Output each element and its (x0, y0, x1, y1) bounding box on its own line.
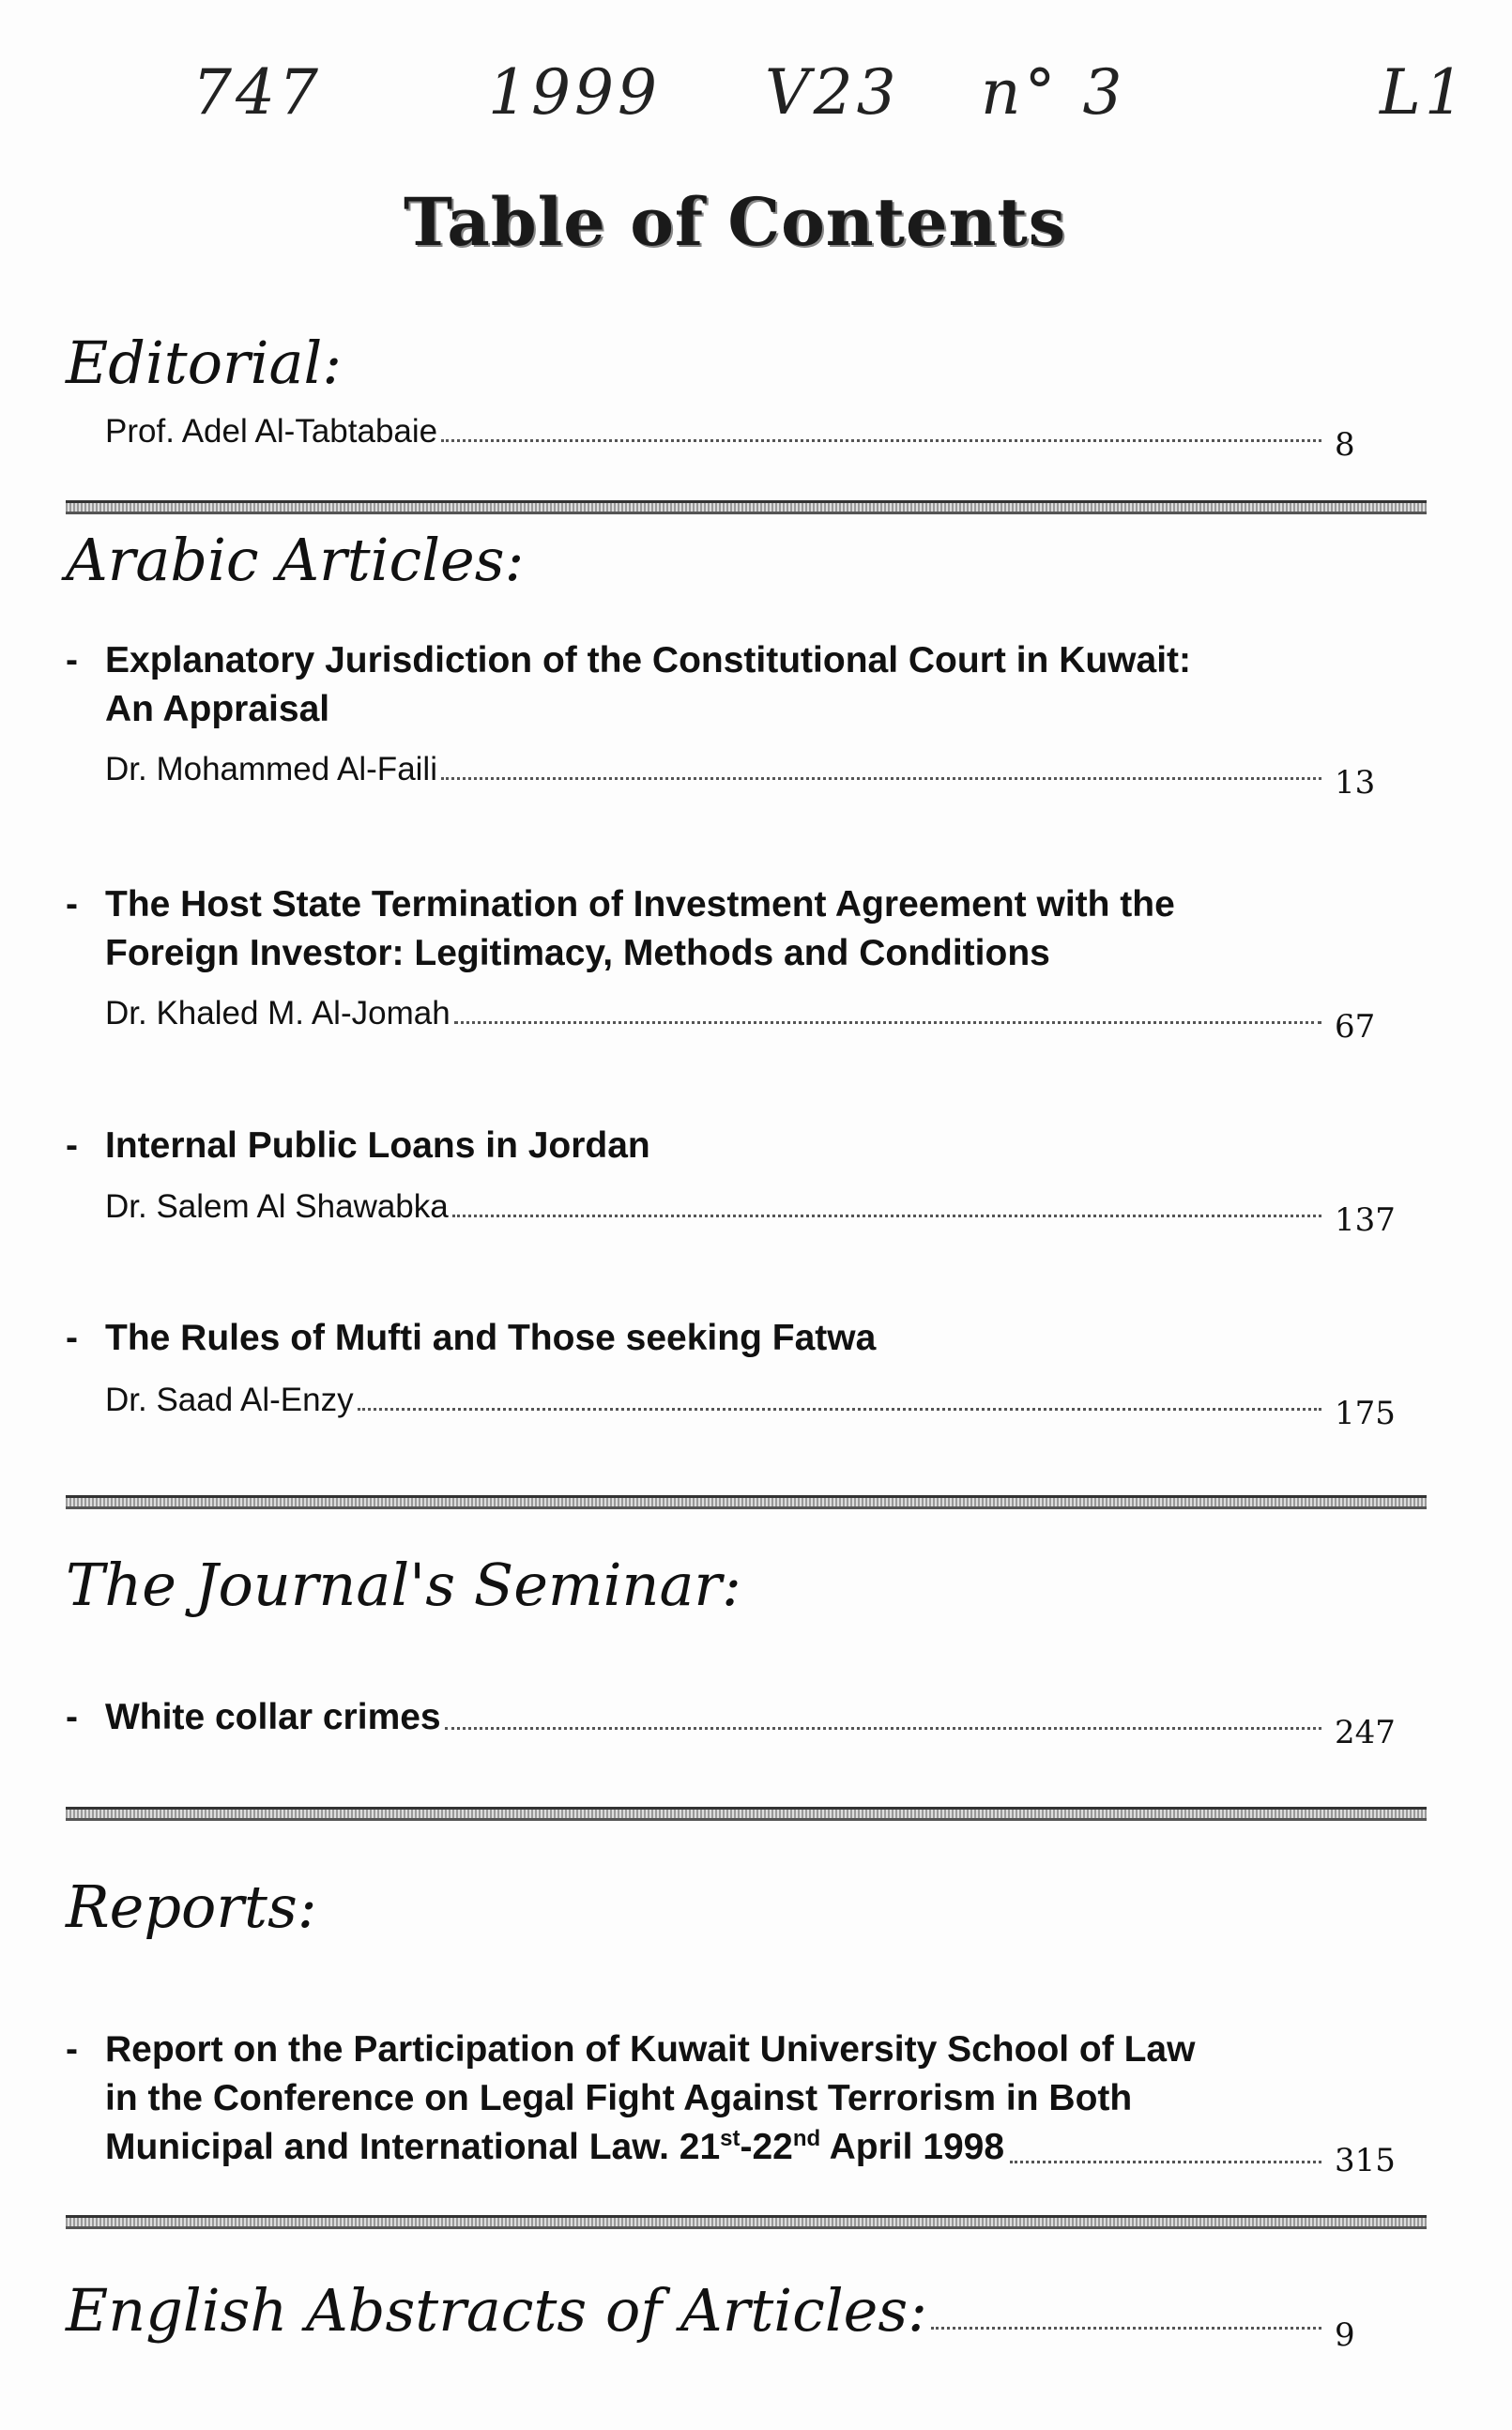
article-title[interactable] (66, 1314, 1361, 1363)
section-divider (66, 2215, 1427, 2229)
list-dash: - (66, 640, 78, 680)
report-text-part: April 1998 (820, 2127, 1005, 2167)
list-dash: - (66, 1318, 78, 1358)
entry-author: Prof. Adel Al-Tabtabaie (105, 413, 438, 450)
page-number: 175 (1335, 1395, 1396, 1432)
list-dash: - (66, 2029, 78, 2070)
page-title: Table of Contents (404, 183, 1067, 261)
article-title[interactable] (66, 880, 1361, 978)
toc-entry-editorial[interactable] (105, 413, 1419, 464)
page-number: 8 (1335, 426, 1355, 464)
dot-leader (931, 2327, 1321, 2330)
dot-leader (358, 1408, 1321, 1411)
article-title[interactable] (66, 1122, 1361, 1170)
page-number: 67 (1335, 1008, 1376, 1046)
toc-entry[interactable] (105, 995, 1419, 1046)
section-divider (66, 500, 1427, 514)
list-dash: - (66, 1697, 78, 1737)
ordinal-suffix: nd (792, 2126, 821, 2151)
report-text: Report on the Participation of Kuwait University School of Law (105, 2029, 1196, 2070)
page-number: 9 (1335, 2316, 1355, 2354)
page-number: 315 (1335, 2142, 1396, 2179)
page-number: 13 (1335, 764, 1376, 802)
entry-author: Dr. Salem Al Shawabka (105, 1188, 449, 1225)
toc-entry-report[interactable] (66, 2025, 1419, 2179)
page-number: 247 (1335, 1714, 1396, 1751)
section-heading-seminar: The Journal's Seminar: (66, 1551, 741, 1619)
article-title-line: Internal Public Loans in Jordan (105, 1125, 650, 1166)
report-title-line (66, 2123, 1419, 2179)
dot-leader (1010, 2161, 1321, 2163)
handwritten-note: n° 3 (981, 56, 1126, 129)
handwritten-note: 747 (192, 56, 322, 129)
dot-leader (441, 439, 1321, 442)
entry-author: Dr. Mohammed Al-Faili (105, 751, 437, 787)
section-divider (66, 1807, 1427, 1821)
dot-leader (445, 1727, 1321, 1730)
handwritten-note: L1 (1380, 56, 1468, 129)
dot-leader (452, 1215, 1321, 1217)
dot-leader (454, 1021, 1321, 1024)
section-heading-abstracts: English Abstracts of Articles: (66, 2276, 928, 2345)
entry-title (66, 1697, 441, 1738)
section-heading-reports: Reports: (66, 1872, 317, 1941)
page-number: 137 (1335, 1201, 1396, 1239)
toc-entry[interactable] (105, 1188, 1419, 1239)
article-title-line: Foreign Investor: Legitimacy, Methods and Conditions (105, 933, 1050, 973)
ordinal-suffix: st (720, 2126, 741, 2151)
handwritten-note: V23 (765, 56, 900, 129)
section-divider (66, 1495, 1427, 1509)
list-dash: - (66, 884, 78, 925)
toc-entry-abstracts[interactable] (66, 2276, 1419, 2354)
toc-entry[interactable] (105, 751, 1419, 802)
report-text (105, 2123, 1004, 2172)
article-title-line: An Appraisal (105, 689, 330, 729)
report-text-part: -22 (740, 2127, 793, 2167)
handwritten-note: 1999 (488, 56, 661, 129)
dot-leader (441, 777, 1321, 780)
report-text-part: Municipal and International Law. 21 (105, 2127, 721, 2167)
article-title-line: The Rules of Mufti and Those seeking Fatwa (105, 1318, 877, 1358)
toc-entry[interactable] (105, 1382, 1419, 1432)
article-title[interactable] (66, 636, 1361, 734)
article-title-line: The Host State Termination of Investment Agreement with the (105, 884, 1175, 925)
list-dash: - (66, 1125, 78, 1166)
entry-author: Dr. Saad Al-Enzy (105, 1382, 354, 1418)
report-title-line: in the Conference on Legal Fight Against Terrorism in Both (105, 2078, 1133, 2118)
toc-entry-seminar[interactable] (66, 1697, 1419, 1751)
report-title-line (66, 2025, 1419, 2074)
section-heading-editorial: Editorial: (66, 329, 343, 397)
article-title-line: Explanatory Jurisdiction of the Constitutional Court in Kuwait: (105, 640, 1192, 680)
entry-author: Dr. Khaled M. Al-Jomah (105, 995, 451, 1032)
seminar-title: White collar crimes (105, 1697, 441, 1737)
section-heading-arabic-articles: Arabic Articles: (66, 526, 525, 594)
